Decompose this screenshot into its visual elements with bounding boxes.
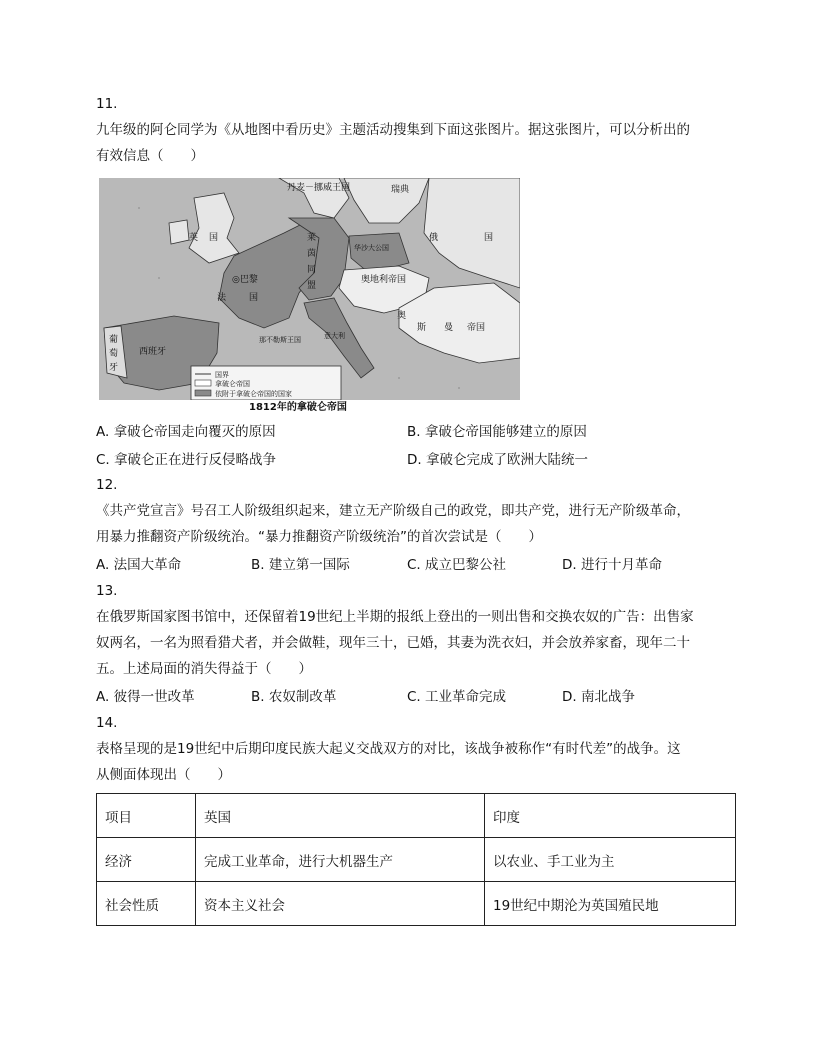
map-label-russia-1: 俄 [429, 233, 439, 243]
map-label-paris: ◎巴黎 [232, 275, 258, 285]
table-row [97, 882, 736, 926]
legend-empire-label: 拿破仑帝国 [215, 380, 250, 388]
map-label-confed-2: 茵 [307, 249, 317, 259]
q11-option-d[interactable]: D. 拿破仑完成了欧洲大陆统一 [407, 452, 588, 468]
q12-number: 12. [96, 477, 118, 493]
q12-option-d[interactable]: D. 进行十月革命 [562, 557, 662, 573]
q11-option-a[interactable]: A. 拿破仑帝国走向覆灭的原因 [96, 424, 276, 440]
map-label-portugal-3: 牙 [109, 363, 119, 373]
map-label-warsaw: 华沙大公国 [354, 244, 389, 252]
q12-option-c[interactable]: C. 成立巴黎公社 [407, 557, 507, 573]
table-cell: 资本主义社会 [196, 882, 485, 926]
map-label-france-1: 法 [217, 293, 227, 303]
map-label-confed-1: 莱 [307, 233, 317, 243]
table-row [97, 794, 736, 838]
map-label-portugal-2: 萄 [109, 349, 119, 359]
table-cell: 社会性质 [97, 882, 196, 926]
legend-border-label: 国界 [215, 371, 229, 379]
map-label-france-2: 国 [249, 293, 259, 303]
q11-stem-line2: 有效信息（ ） [96, 148, 204, 164]
q13-option-b[interactable]: B. 农奴制改革 [251, 689, 337, 705]
map-label-spain: 西班牙 [139, 347, 167, 357]
q13-stem-line2: 奴两名，一名为照看猎犬者，并会做鞋，现年三十，已婚，其妻为洗衣妇，并会放养家畜，现年二十 [96, 635, 690, 651]
table-cell: 完成工业革命，进行大机器生产 [196, 838, 485, 882]
q11-number: 11. [96, 96, 118, 112]
map-label-ottoman-3: 曼 [444, 323, 454, 333]
map-label-britain-1: 英 [189, 233, 199, 243]
q11-stem-line1: 九年级的阿仑同学为《从地图中看历史》主题活动搜集到下面这张图片。据这张图片，可以分析出的 [96, 122, 690, 138]
table-cell: 英国 [196, 794, 485, 838]
q13-number: 13. [96, 583, 118, 599]
map-label-ottoman-4: 帝国 [467, 323, 486, 333]
q13-stem-line3: 五。上述局面的消失得益于（ ） [96, 661, 312, 677]
legend-dependent-label: 依附于拿破仑帝国的国家 [215, 390, 292, 398]
table-row [97, 838, 736, 882]
map-caption: 1812年的拿破仑帝国 [249, 402, 347, 412]
q13-option-d[interactable]: D. 南北战争 [562, 689, 635, 705]
napoleon-empire-map [99, 178, 520, 412]
q11-option-b[interactable]: B. 拿破仑帝国能够建立的原因 [407, 424, 587, 440]
map-label-sweden: 瑞典 [391, 185, 410, 195]
map-legend [191, 366, 341, 400]
q14-comparison-table [96, 793, 736, 926]
q12-stem-line2: 用暴力推翻资产阶级统治。“暴力推翻资产阶级统治”的首次尝试是（ ） [96, 529, 542, 545]
q14-stem-line2: 从侧面体现出（ ） [96, 767, 231, 783]
q12-stem-line1: 《共产党宣言》号召工人阶级组织起来，建立无产阶级自己的政党，即共产党，进行无产阶级革命， [96, 503, 690, 519]
map-label-austria: 奥地利帝国 [361, 275, 407, 285]
q11-option-c[interactable]: C. 拿破仑正在进行反侵略战争 [96, 452, 277, 468]
map-label-portugal-1: 葡 [109, 335, 119, 345]
q12-option-b[interactable]: B. 建立第一国际 [251, 557, 350, 573]
map-label-russia-2: 国 [484, 233, 494, 243]
table-cell: 以农业、手工业为主 [485, 838, 736, 882]
map-label-britain-2: 国 [209, 233, 219, 243]
q14-stem-line1: 表格呈现的是19世纪中后期印度民族大起义交战双方的对比，该战争被称作“有时代差”的战争。这 [96, 741, 681, 757]
table-cell: 19世纪中期沦为英国殖民地 [485, 882, 736, 926]
map-label-ottoman-2: 斯 [417, 323, 427, 333]
map-label-italy: 意大利 [324, 332, 345, 340]
q13-stem-line1: 在俄罗斯国家图书馆中，还保留着19世纪上半期的报纸上登出的一则出售和交换农奴的广告：出售家 [96, 609, 694, 625]
q12-option-a[interactable]: A. 法国大革命 [96, 557, 182, 573]
table-cell: 经济 [97, 838, 196, 882]
q13-option-c[interactable]: C. 工业革命完成 [407, 689, 507, 705]
map-label-naples: 那不勒斯王国 [259, 336, 301, 344]
map-label-denmark: 丹麦－挪威王国 [287, 183, 351, 193]
q13-option-a[interactable]: A. 彼得一世改革 [96, 689, 195, 705]
q14-number: 14. [96, 715, 118, 731]
map-label-confed-3: 同 [307, 265, 317, 275]
map-label-ottoman-1: 奥 [397, 311, 407, 321]
table-cell: 印度 [485, 794, 736, 838]
table-cell: 项目 [97, 794, 196, 838]
map-label-confed-4: 盟 [307, 281, 317, 291]
